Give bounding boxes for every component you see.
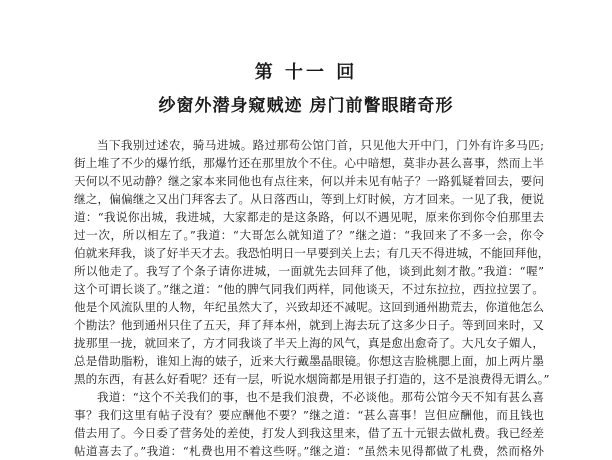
text-line: 拢那里一拢，就回来了，方才同我谈了半天上海的风气，真是愈出愈奇了。大凡女子媚人， (74, 336, 544, 350)
text-line: 伯就来拜我，谈了好半天才去。我恐怕明日一早要到关上去；有几天不得进城，不能回拜他， (74, 246, 550, 260)
chapter-title: 纱窗外潜身窥贼迹 房门前瞥眼睹奇形 (158, 96, 454, 116)
text-line: 黑的东西，有甚么好看呢？还有一层，听说水烟筒都是用银子打造的，这不是浪费得无谓么。” (74, 372, 550, 386)
paragraph (74, 136, 550, 388)
text-line: 借去用了。今日委了营务处的差使，打发人到我这里来，借了五十元银去做札费。我已经差 (74, 426, 544, 440)
text-line: 继之，偏偏继之又出门拜客去了。从日落西山，等到上灯时候，方才回来。一见了我，便说 (74, 192, 544, 206)
chapter-number: 第 十一 回 (254, 62, 358, 83)
text-line: 事？我们这里有帖子没有？要应酬他不要？”继之道：“甚么喜事！岂但应酬他，而且钱也 (74, 408, 544, 422)
text-line: 天何以不见动静？继之家本来同他也有点往来，何以并未见有帖子？一路狐疑着回去，要问 (74, 174, 544, 188)
text-line: 总是借助脂粉，谁知上海的婊子，近来大行戴墨晶眼镜。你想这吉脸桃腮上面，加上两片墨 (74, 354, 544, 368)
text-line: 当下我别过述农，骑马进城。路过那苟公馆门首，只见他大开中门，门外有许多马匹; (97, 138, 544, 152)
text-line: 这个可谓长谈了。”继之道：“他的脾气同我们两样，同他谈天，不过东拉拉，西拉拉罢了。 (74, 282, 544, 296)
chapter-body (74, 136, 550, 460)
text-line: 他是个风流队里的人物，年纪虽然大了，兴致却还不减呢。这回到通州勘荒去，你道他怎么 (74, 300, 544, 314)
text-line: 街上堆了不少的爆竹纸，那爆竹还在那里放个不住。心中暗想，莫非办甚么喜事，然而上半 (74, 156, 544, 170)
paragraph (74, 388, 544, 460)
text-line: 所以他走了。我写了个条子请你进城，一面就先去回拜了他，谈到此刻才散。”我道：“喔” (74, 264, 544, 278)
text-line: 我道：“这个不关我们的事，也不是我们浪费，不必谈他。那苟公馆今天不知有甚么喜 (97, 390, 544, 404)
text-line: 道：“我说你出城，我进城，大家都走的是这条路，何以不遇见呢，原来你到你令伯那里去 (74, 210, 544, 224)
text-line: 帖道喜去了。”我道：“札费也用不着这些呀。”继之道：“虽然未见得都做了札费，然而格外 (74, 444, 544, 458)
text-line: 个勘法？他到通州只住了五天，拜了拜本州，就到上海去玩了这多少日子。等到回来时，又 (74, 318, 544, 332)
text-line: 过一次，所以相左了。”我道：“大哥怎么就知道了？”继之道：“我回来了不多一会，你令 (74, 228, 544, 242)
